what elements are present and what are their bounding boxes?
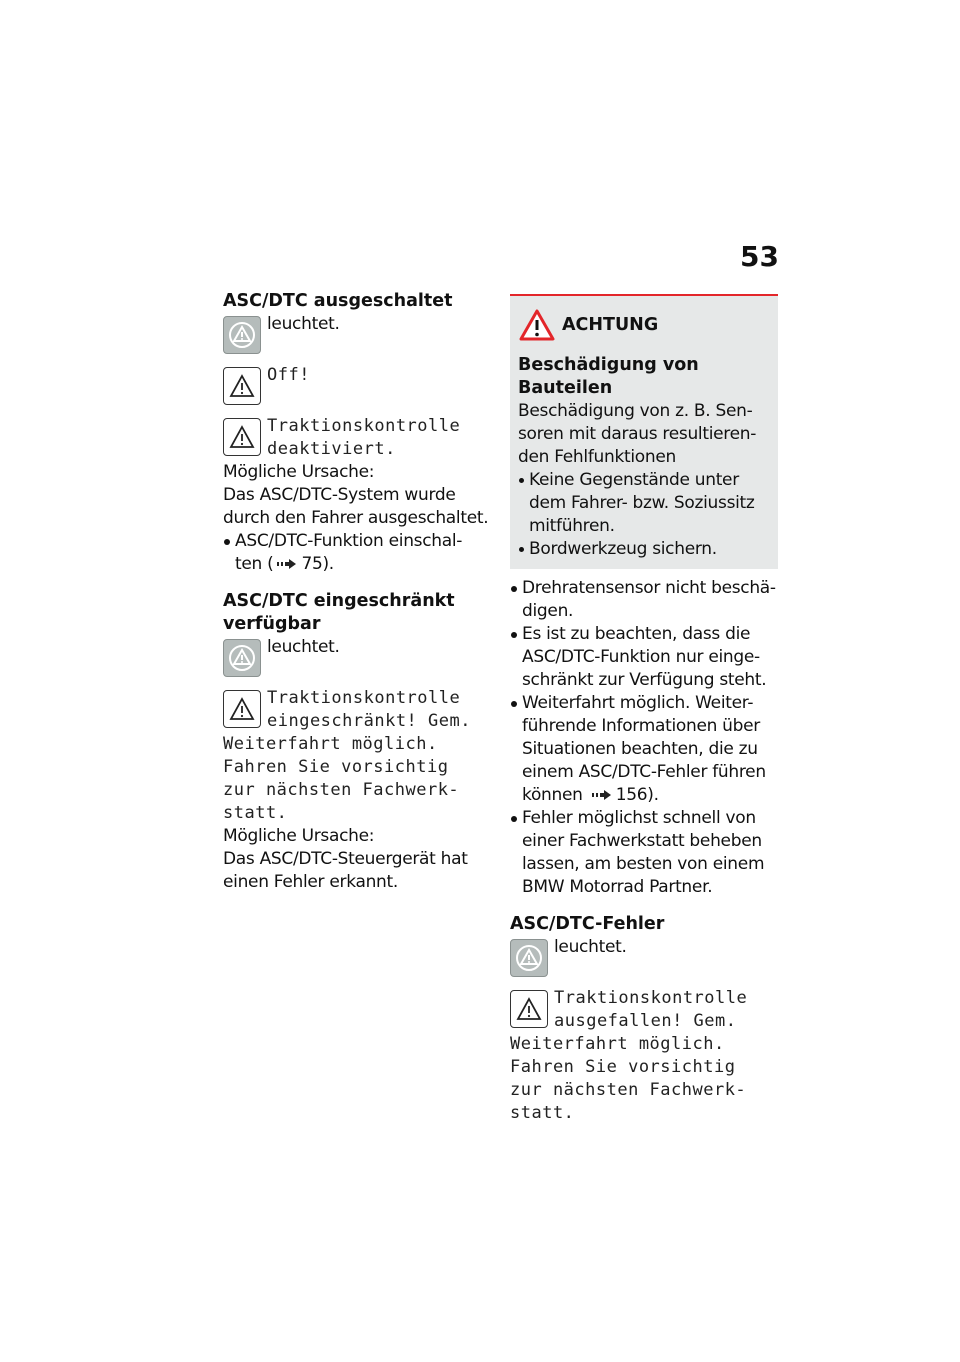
lamp-status-text: leuchtet. xyxy=(554,937,627,957)
asc-dtc-lamp-icon xyxy=(510,939,548,977)
list-item: Fehler möglichst schnell von einer Fachwerkstatt beheben lassen, am besten von einem BMW Motorrad Partner. xyxy=(510,807,778,899)
lamp-status-text: leuchtet. xyxy=(267,637,340,657)
lamp-row-3 xyxy=(510,936,778,977)
heading-asc-dtc-off: ASC/DTC ausgeschaltet xyxy=(223,291,453,311)
warning-text: Beschädigung von z. B. Sen- soren mit daraus resultieren- den Fehlfunktionen xyxy=(518,401,757,467)
heading-asc-dtc-error: ASC/DTC-Fehler xyxy=(510,914,665,934)
display-text-failed xyxy=(554,987,747,1033)
warning-triangle-red-icon xyxy=(518,308,556,342)
warning-header xyxy=(518,308,770,342)
list-item xyxy=(223,530,491,576)
list-item: Drehratensensor nicht beschä- digen. xyxy=(510,577,778,623)
list-item-text: Weiterfahrt möglich. Weiter- führende Informationen über Situationen beachten, die zu einem ASC/DTC-Fehler führen können xyxy=(522,693,766,805)
list-item-text: ten ( xyxy=(235,554,274,574)
page-reference-link[interactable]: 75). xyxy=(301,554,334,574)
list-item-text: ASC/DTC-Funktion einschal- xyxy=(235,531,463,551)
lamp-row-1 xyxy=(223,313,491,354)
display-line: ausgefallen! Gem. xyxy=(554,1011,737,1031)
warning-triangle-icon xyxy=(223,367,261,405)
display-text-off: Off! xyxy=(267,365,310,385)
cause-text: Das ASC/DTC-System wurde durch den Fahrer ausgeschaltet. xyxy=(223,485,489,528)
display-line: deaktiviert. xyxy=(267,439,396,459)
display-text-failed-rest: Weiterfahrt möglich. Fahren Sie vorsichtig zur nächsten Fachwerk- statt. xyxy=(510,1034,747,1123)
warning-triangle-icon xyxy=(223,690,261,728)
lamp-row-2 xyxy=(223,636,491,677)
display-row-deactivated xyxy=(223,415,491,461)
action-list xyxy=(223,530,491,576)
warning-title: Beschädigung von Bauteilen xyxy=(518,355,699,398)
warning-list xyxy=(518,469,770,561)
display-text-limited xyxy=(267,687,471,733)
display-row-off xyxy=(223,364,491,405)
list-item: Bordwerkzeug sichern. xyxy=(518,538,770,561)
list-item: Keine Gegenstände unter dem Fahrer- bzw. Soziussitz mitführen. xyxy=(518,469,770,538)
heading-asc-dtc-limited: ASC/DTC eingeschränkt verfügbar xyxy=(223,591,455,634)
display-line: eingeschränkt! Gem. xyxy=(267,711,471,731)
page-number: 53 xyxy=(740,240,779,273)
warning-box xyxy=(510,294,778,569)
display-line: Traktionskontrolle xyxy=(267,688,461,708)
display-row-failed xyxy=(510,987,778,1033)
page-reference-arrow-icon xyxy=(276,558,298,570)
page-reference-arrow-icon xyxy=(591,789,613,801)
display-line: Traktionskontrolle xyxy=(267,416,461,436)
right-column xyxy=(510,294,778,1125)
display-text-deactivated xyxy=(267,415,460,461)
display-text-limited-rest: Weiterfahrt möglich. Fahren Sie vorsichtig zur nächsten Fachwerk- statt. xyxy=(223,734,460,823)
warning-triangle-icon xyxy=(510,990,548,1028)
cause-label: Mögliche Ursache: xyxy=(223,826,375,846)
cause-text: Das ASC/DTC-Steuergerät hat einen Fehler erkannt. xyxy=(223,849,468,892)
list-item xyxy=(510,692,778,807)
left-column xyxy=(223,290,491,894)
list-item: Es ist zu beachten, dass die ASC/DTC-Funktion nur einge- schränkt zur Verfügung steht. xyxy=(510,623,778,692)
warning-label: ACHTUNG xyxy=(562,315,659,335)
lamp-status-text: leuchtet. xyxy=(267,314,340,334)
warning-triangle-icon xyxy=(223,418,261,456)
asc-dtc-lamp-icon xyxy=(223,639,261,677)
display-row-limited xyxy=(223,687,491,733)
page-reference-link[interactable]: 156). xyxy=(615,785,659,805)
display-line: Traktionskontrolle xyxy=(554,988,748,1008)
instruction-list xyxy=(510,577,778,899)
cause-label: Mögliche Ursache: xyxy=(223,462,375,482)
asc-dtc-lamp-icon xyxy=(223,316,261,354)
